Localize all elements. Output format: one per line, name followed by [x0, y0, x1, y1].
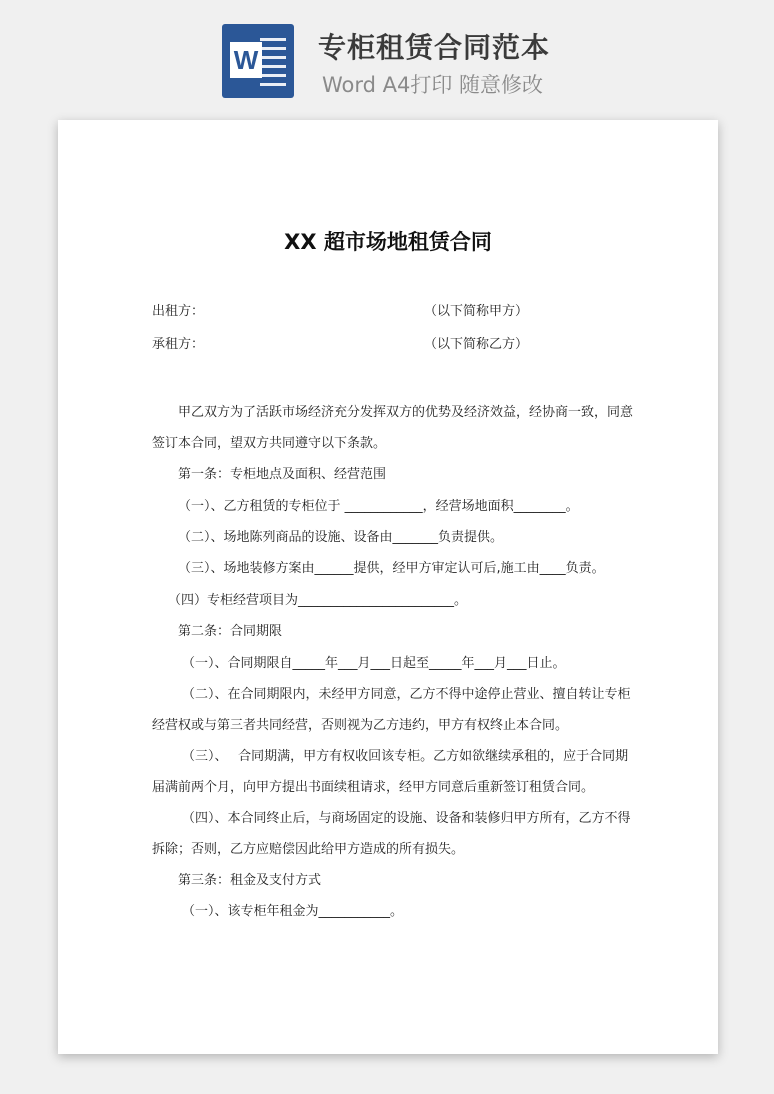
header-subtitle: Word A4打印 随意修改 [322, 73, 544, 97]
body-line: （一）、该专柜年租金为___________。 [182, 904, 404, 919]
article-heading: 第三条：租金及支付方式 [178, 873, 322, 888]
body-line: 届满前两个月，向甲方提出书面续租请求，经甲方同意后重新签订租赁合同。 [152, 780, 595, 795]
lessee-label: 承租方： [152, 337, 205, 352]
lessor-note: （以下简称甲方） [424, 304, 529, 319]
body-line: （四）专柜经营项目为________________________。 [168, 593, 468, 608]
article-heading: 第二条：合同期限 [178, 624, 283, 639]
word-letter: W [230, 42, 262, 78]
article-heading: 第一条：专柜地点及面积、经营范围 [178, 467, 387, 482]
body-line: 签订本合同，望双方共同遵守以下条款。 [152, 436, 387, 451]
header [0, 0, 774, 110]
body-line: 拆除；否则，乙方应赔偿因此给甲方造成的所有损失。 [152, 842, 465, 857]
word-icon [222, 24, 294, 98]
body-line: （一）、合同期限自_____年___月___日起至_____年___月___日止。 [182, 656, 566, 671]
body-line: （一）、乙方租赁的专柜位于 ____________，经营场地面积________。 [178, 499, 579, 514]
document-page [58, 120, 718, 1054]
body-line: （二）、场地陈列商品的设施、设备由_______负责提供。 [178, 530, 504, 545]
lessor-label: 出租方： [152, 304, 205, 319]
body-line: （三）、场地装修方案由______提供，经甲方审定认可后,施工由____负责。 [178, 561, 605, 576]
body-line: 经营权或与第三者共同经营，否则视为乙方违约，甲方有权终止本合同。 [152, 718, 569, 733]
lessee-note: （以下简称乙方） [424, 337, 529, 352]
header-title: 专柜租赁合同范本 [318, 31, 551, 64]
body-line: （二）、在合同期限内，未经甲方同意，乙方不得中途停止营业、擅自转让专柜 [182, 687, 631, 702]
body-line: 甲乙双方为了活跃市场经济充分发挥双方的优势及经济效益，经协商一致，同意 [178, 405, 634, 420]
body-line: （四）、本合同终止后，与商场固定的设施、设备和装修归甲方所有，乙方不得 [182, 811, 631, 826]
document-title: XX 超市场地租赁合同 [284, 230, 492, 254]
body-line: （三）、 合同期满，甲方有权收回该专柜。乙方如欲继续承租的，应于合同期 [182, 749, 629, 764]
